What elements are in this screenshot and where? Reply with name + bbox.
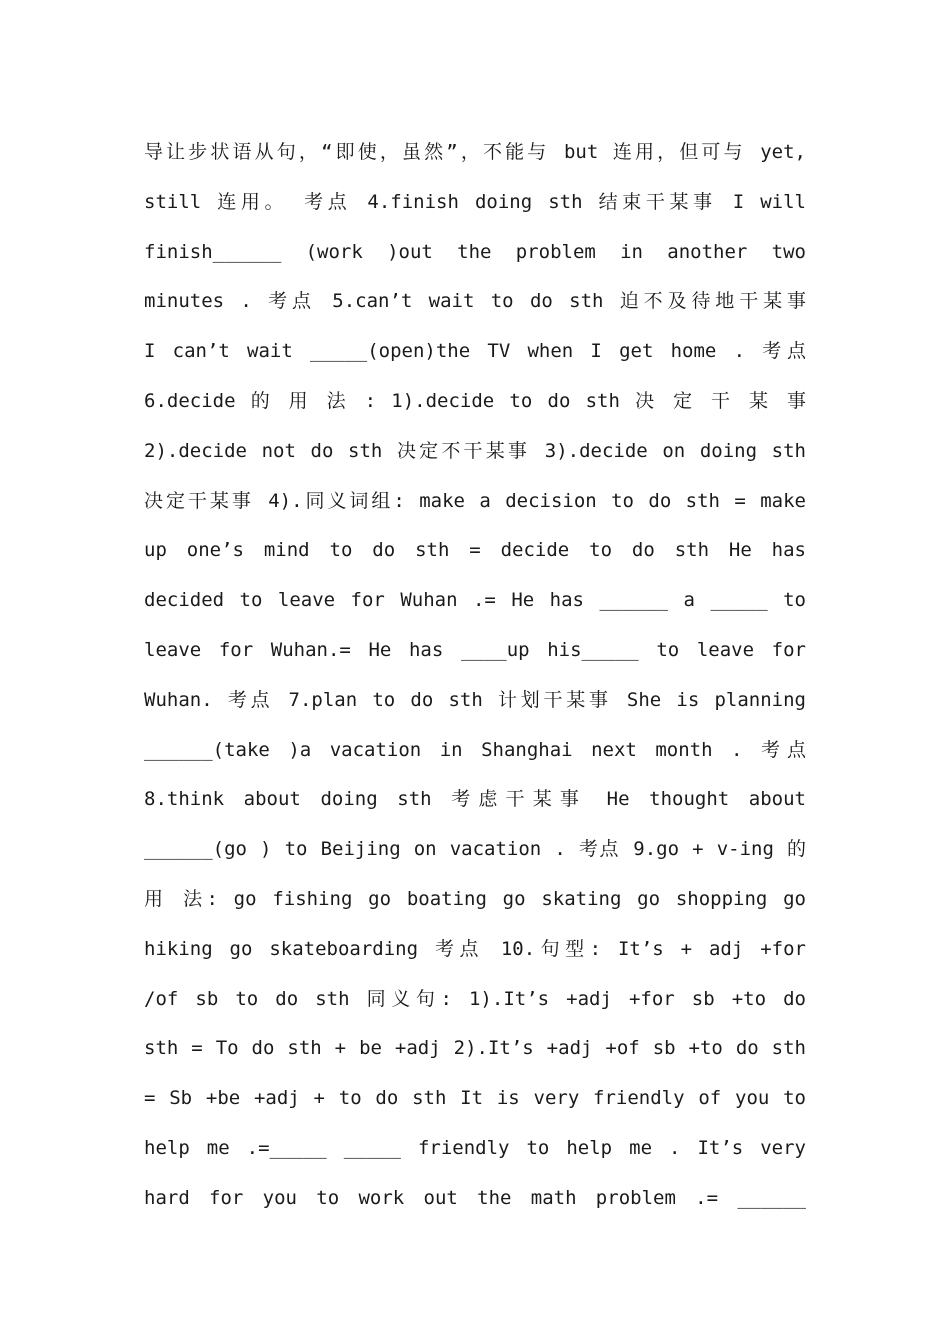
text-line: /of sb to do sth 同义句: 1).It’s +adj +for sb +to do bbox=[144, 987, 806, 1010]
text-line: 6.decide 的 用 法 : 1).decide to do sth 决 定 干 某 事 bbox=[144, 389, 806, 412]
text-line: I can’t wait _____(open)the TV when I get home . 考点 bbox=[144, 340, 806, 363]
text-line: minutes . 考点 5.can’t wait to do sth 迫不及待地干某事 bbox=[144, 290, 806, 313]
text-line: ______(take )a vacation in Shanghai next month . 考点 bbox=[144, 738, 806, 761]
text-line: leave for Wuhan.= He has ____up his_____ to leave for bbox=[144, 638, 806, 661]
text-line: 2).decide not do sth 决定不干某事 3).decide on doing sth bbox=[144, 439, 806, 462]
text-line: 用 法: go fishing go boating go skating go shopping go bbox=[144, 887, 806, 910]
text-line: help me .=_____ _____ friendly to help me . It’s very bbox=[144, 1136, 806, 1159]
text-line: decided to leave for Wuhan .= He has ______ a _____ to bbox=[144, 589, 806, 612]
text-line: ______(go ) to Beijing on vacation . 考点 9.go + v-ing 的 bbox=[144, 838, 806, 861]
text-line: 8.think about doing sth 考虑干某事 He thought about bbox=[144, 788, 806, 811]
text-line: hard for you to work out the math problem .= ______ bbox=[144, 1186, 806, 1209]
document-body bbox=[144, 128, 806, 1224]
text-line: hiking go skateboarding 考点 10.句型: It’s + adj +for bbox=[144, 937, 806, 960]
text-line: up one’s mind to do sth = decide to do sth He has bbox=[144, 539, 806, 562]
text-line: = Sb +be +adj + to do sth It is very friendly of you to bbox=[144, 1087, 806, 1110]
text-line: 决定干某事 4).同义词组: make a decision to do sth = make bbox=[144, 489, 806, 512]
text-line: sth = To do sth + be +adj 2).It’s +adj +of sb +to do sth bbox=[144, 1037, 806, 1060]
text-line: Wuhan. 考点 7.plan to do sth 计划干某事 She is planning bbox=[144, 688, 806, 711]
text-line: 导让步状语从句，“即使，虽然”，不能与 but 连用，但可与 yet, bbox=[144, 141, 806, 163]
text-line: still 连用。 考点 4.finish doing sth 结束干某事 I will bbox=[144, 190, 806, 213]
text-line: finish______ (work )out the problem in another two bbox=[144, 240, 806, 263]
